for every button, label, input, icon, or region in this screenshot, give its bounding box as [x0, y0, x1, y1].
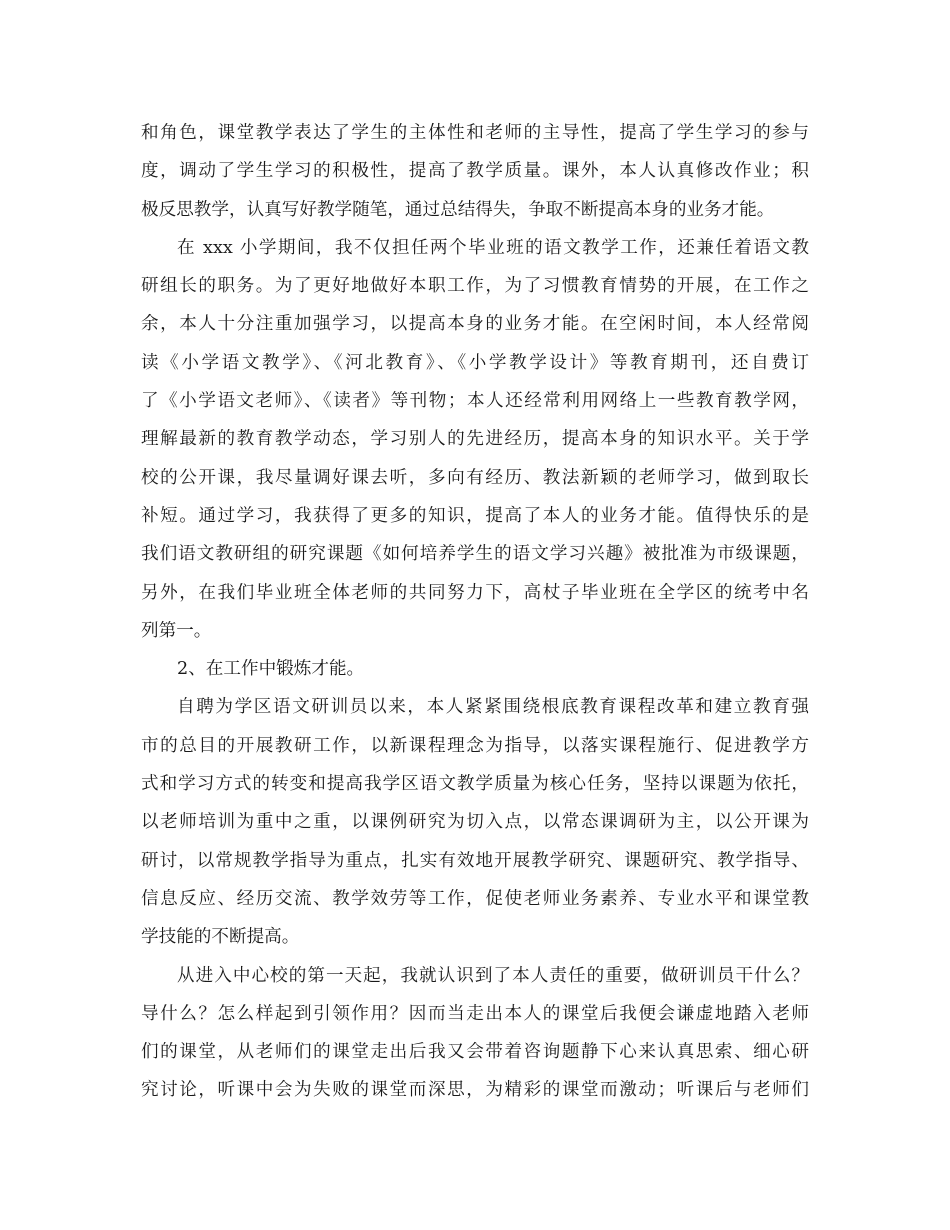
- text-line: 余，本人十分注重加强学习，以提高本身的业务才能。在空闲时间，本人经常阅: [141, 314, 809, 335]
- text-line: 和角色，课堂教学表达了学生的主体性和老师的主导性，提高了学生学习的参与: [141, 123, 809, 143]
- text-line: 从进入中心校的第一天起，我就认识到了本人责任的重要，做研训员干什么？: [177, 965, 809, 986]
- text-line: 另外，在我们毕业班全体老师的共同努力下，高杖子毕业班在全学区的统考中名: [141, 582, 809, 603]
- text-line: 2、在工作中锻炼才能。: [177, 659, 365, 680]
- text-line: 度，调动了学生学习的积极性，提高了教学质量。课外，本人认真修改作业；积: [141, 161, 809, 182]
- text-line: 我们语文教研组的研究课题《如何培养学生的语文学习兴趣》被批准为市级课题，: [141, 544, 809, 565]
- text-line: 们的课堂，从老师们的课堂走出后我又会带着咨询题静下心来认真思索、细心研: [141, 1042, 809, 1063]
- text-line: 列第一。: [141, 620, 212, 641]
- text-line: 在 xxx 小学期间，我不仅担任两个毕业班的语文教学工作，还兼任着语文教: [177, 237, 809, 258]
- text-line: 导什么？怎么样起到引领作用？因而当走出本人的课堂后我便会谦虚地踏入老师: [141, 1003, 809, 1024]
- text-line: 极反思教学，认真写好教学随笔，通过总结得失，争取不断提高本身的业务才能。: [141, 199, 775, 220]
- text-line: 校的公开课，我尽量调好课去听，多向有经历、教法新颖的老师学习，做到取长: [141, 467, 809, 488]
- text-line: 究讨论，听课中会为失败的课堂而深思，为精彩的课堂而激动；听课后与老师们: [141, 1080, 809, 1101]
- text-line: 学技能的不断提高。: [141, 927, 300, 948]
- text-line: 研组长的职务。为了更好地做好本职工作，为了习惯教育情势的开展，在工作之: [141, 276, 809, 297]
- text-line: 补短。通过学习，我获得了更多的知识，提高了本人的业务才能。值得快乐的是: [141, 505, 809, 526]
- body-text: [141, 114, 809, 1110]
- text-line: 理解最新的教育教学动态，学习别人的先进经历，提高本身的知识水平。关于学: [141, 429, 809, 450]
- text-line: 读《小学语文教学》、《河北教育》、《小学教学设计》等教育期刊，还自费订: [141, 352, 809, 373]
- text-line: 了《小学语文老师》、《读者》等刊物；本人还经常利用网络上一些教育教学网，: [141, 391, 809, 412]
- text-line: 信息反应、经历交流、教学效劳等工作，促使老师业务素养、专业水平和课堂教: [141, 888, 809, 909]
- text-line: 式和学习方式的转变和提高我学区语文教学质量为核心任务，坚持以课题为依托，: [141, 774, 809, 795]
- text-line: 研讨，以常规教学指导为重点，扎实有效地开展教学研究、课题研究、教学指导、: [141, 850, 809, 871]
- text-line: 自聘为学区语文研训员以来，本人紧紧围绕根底教育课程改革和建立教育强: [177, 697, 809, 718]
- text-line: 以老师培训为重中之重，以课例研究为切入点，以常态课调研为主，以公开课为: [141, 812, 809, 833]
- text-line: 市的总目的开展教研工作，以新课程理念为指导，以落实课程施行、促进教学方: [141, 735, 809, 756]
